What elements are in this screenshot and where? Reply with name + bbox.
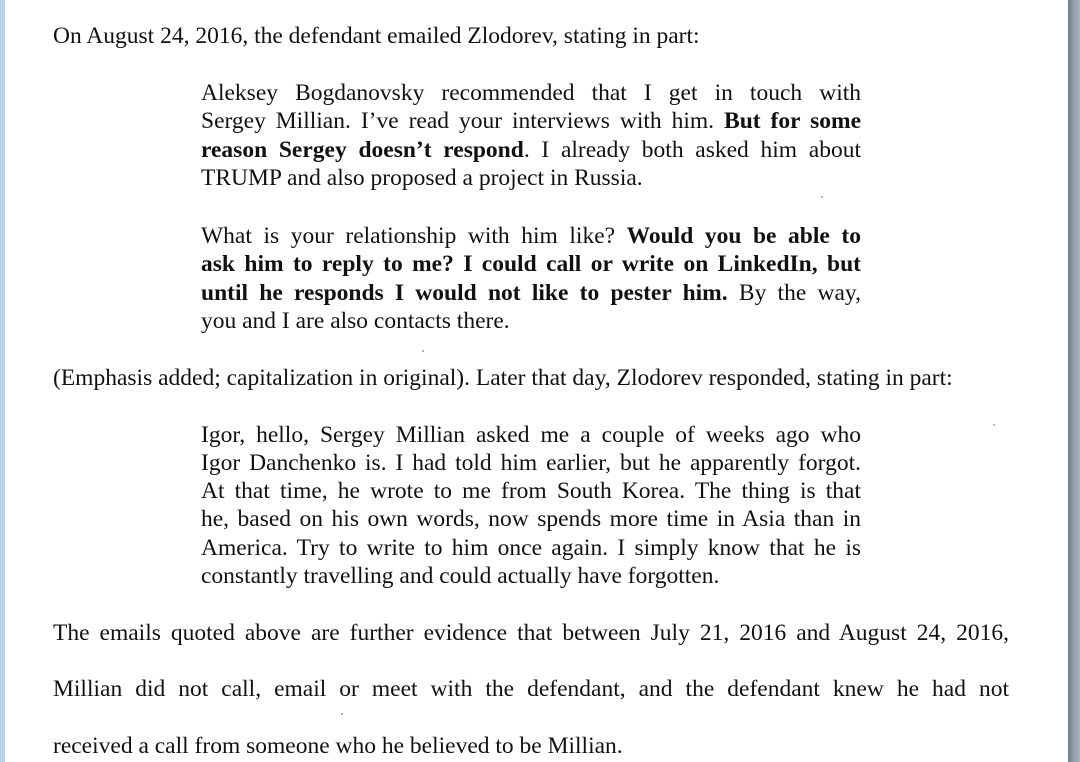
scan-speck: [341, 713, 343, 715]
quote1-text: Sergey Millian. I’ve read your interviews with him.: [201, 108, 715, 134]
quote1-line: [201, 107, 861, 135]
quote1-text: By the way,: [738, 280, 862, 306]
conclusion-line: Millian did not call, email or meet with the defendant, and the defendant knew he had not: [53, 676, 1009, 702]
quote1-text: . I already both asked him about: [523, 137, 861, 163]
quote1-line: [201, 222, 861, 250]
conclusion-line: The emails quoted above are further evidence that between July 21, 2016 and August 24, 2016,: [53, 620, 1009, 646]
scan-speck: [422, 350, 424, 352]
right-frame-edge: [1068, 0, 1080, 762]
quote1-line: [201, 279, 861, 307]
quote1-emphasis: But for some: [724, 108, 861, 134]
quote2-line: America. Try to write to him once again. I simply know that he is: [201, 535, 861, 561]
quote1-text: What is your relationship with him like?: [201, 223, 616, 249]
conclusion-line: received a call from someone who he believed to be Millian.: [53, 733, 623, 759]
quote2-line: constantly travelling and could actually have forgotten.: [201, 563, 720, 589]
intro-paragraph: On August 24, 2016, the defendant emailed Zlodorev, stating in part:: [53, 23, 700, 49]
quote1-emphasis: Would you be able to: [626, 223, 861, 249]
quote1-emphasis: until he responds I would not like to pester him.: [201, 280, 728, 306]
scan-speck: [993, 424, 995, 426]
quote2-line: Igor Danchenko is. I had told him earlier, but he apparently forgot.: [201, 450, 861, 476]
quote2-line: he, based on his own words, now spends more time in Asia than in: [201, 506, 861, 532]
quote1-line: [201, 136, 861, 164]
scan-speck: [821, 196, 823, 198]
quote2-line: At that time, he wrote to me from South Korea. The thing is that: [201, 478, 861, 504]
quote1-emphasis: ask him to reply to me? I could call or write on LinkedIn, but: [201, 251, 861, 277]
quote1-line: [201, 250, 861, 278]
quote2-line: Igor, hello, Sergey Millian asked me a couple of weeks ago who: [201, 422, 861, 448]
document-page: [5, 0, 1068, 762]
middle-paragraph: (Emphasis added; capitalization in original). Later that day, Zlodorev responded, stating in part:: [53, 365, 953, 391]
quote1-line: TRUMP and also proposed a project in Russia.: [201, 165, 643, 191]
quote1-line: Aleksey Bogdanovsky recommended that I get in touch with: [201, 80, 861, 106]
quote1-emphasis: reason Sergey doesn’t respond: [201, 137, 524, 163]
quote1-line: you and I are also contacts there.: [201, 308, 510, 334]
